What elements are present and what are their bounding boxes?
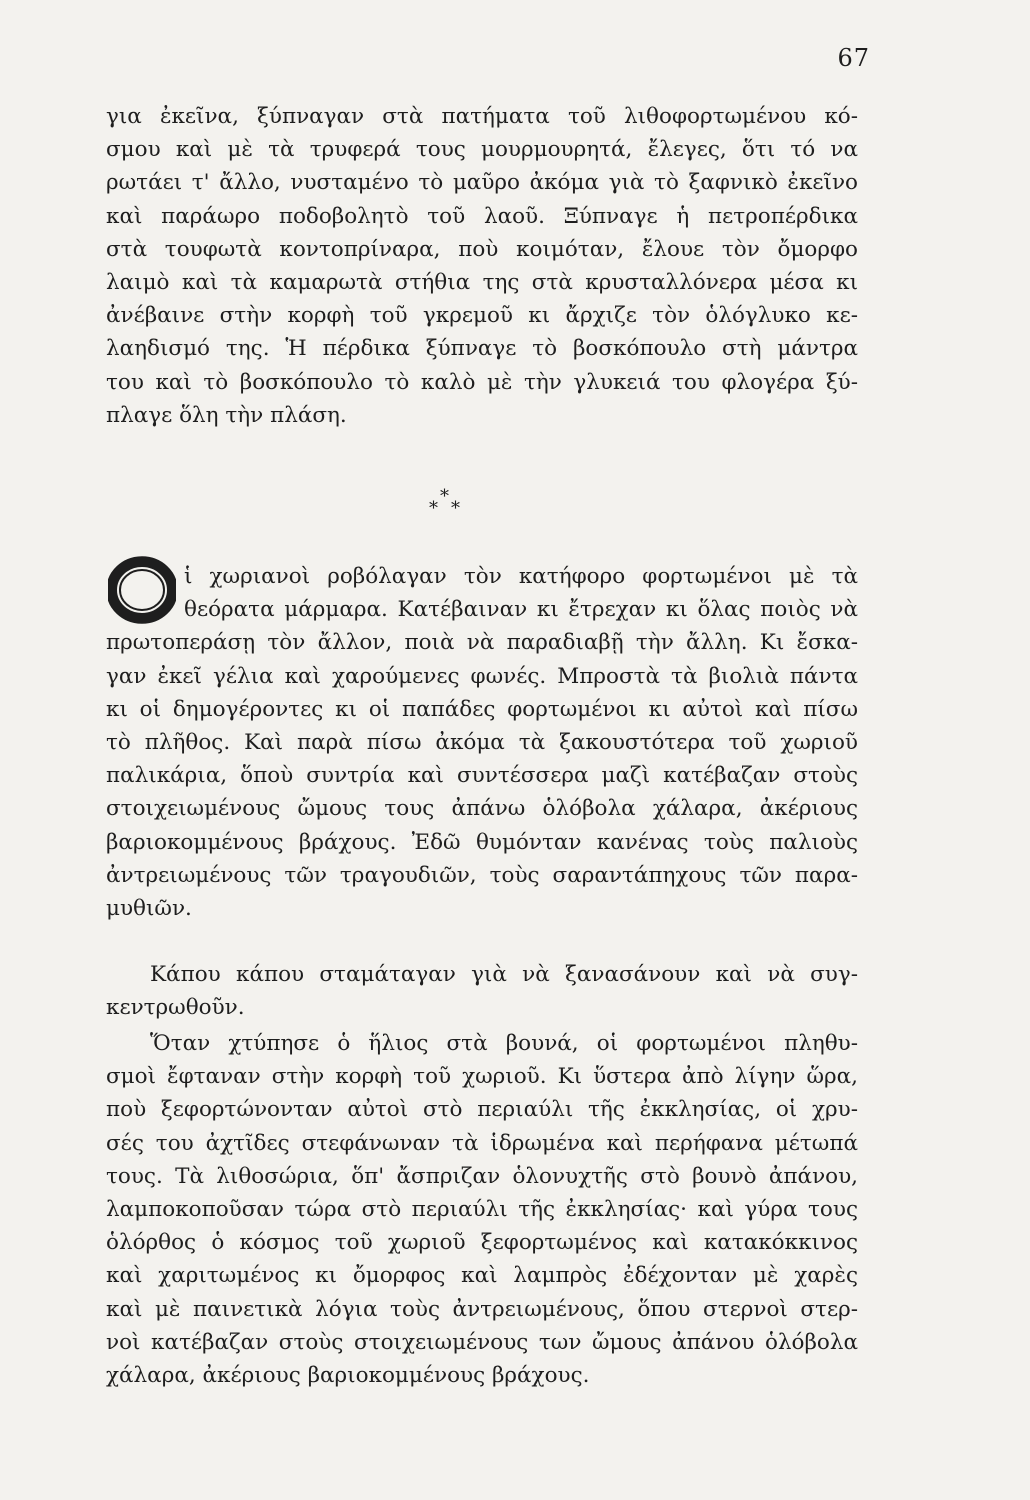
paragraph-3 (106, 958, 858, 1024)
asterisk: * (440, 486, 449, 507)
text-line: του καὶ τὸ βοσκόπουλο τὸ καλὸ μὲ τὴν γλυκειά του φλογέρα ξύ- (106, 369, 858, 395)
text-line: τους. Τὰ λιθοσώρια, ὅπ' ἄσπριζαν ὁλονυχτῆς στὸ βουνὸ ἀπάνου, (106, 1163, 858, 1189)
text-line: καὶ παράωρο ποδοβολητὸ τοῦ λαοῦ. Ξύπναγε ἡ πετροπέρδικα (106, 203, 858, 229)
text-line: γαν ἐκεῖ γέλια καὶ χαρούμενες φωνές. Μπροστὰ τὰ βιολιὰ πάντα (106, 663, 858, 689)
text-line: καὶ μὲ παινετικὰ λόγια τοὺς ἀντρειωμένους, ὅπου στερνοὶ στερ- (106, 1296, 858, 1322)
text-line: βαριοκομμένους βράχους. Ἐδῶ θυμόνταν κανένας τοὺς παλιοὺς (106, 829, 858, 855)
asterisk: * (451, 498, 460, 519)
text-line: για ἐκεῖνα, ξύπναγαν στὰ πατήματα τοῦ λιθοφορτωμένου κό- (106, 104, 858, 129)
text-line: πλαγε ὅλη τὴν πλάση. (106, 402, 347, 428)
text-line: ἀντρειωμένους τῶν τραγουδιῶν, τοὺς σαραντάπηχους τῶν παρα- (106, 862, 858, 888)
text-line: νοὶ κατέβαζαν στοὺς στοιχειωμένους των ὤμους ἀπάνου ὁλόβολα (106, 1329, 858, 1355)
text-line: ρωτάει τ' ἄλλο, νυσταμένο τὸ μαῦρο ἀκόμα γιὰ τὸ ξαφνικὸ ἐκεῖνο (106, 170, 858, 196)
text-line: χάλαρα, ἀκέριους βαριοκομμένους βράχους. (106, 1362, 590, 1388)
text-line: τὸ πλῆθος. Καὶ παρὰ πίσω ἀκόμα τὰ ξακουστότερα τοῦ χωριοῦ (106, 729, 858, 755)
paragraph-4 (106, 1027, 858, 1392)
text-line: παλικάρια, ὅποὺ συντρία καὶ συντέσσερα μαζὶ κατέβαζαν στοὺς (106, 763, 858, 789)
text-line: στοιχειωμένους ὤμους τους ἀπάνω ὁλόβολα χάλαρα, ἀκέριους (106, 796, 858, 822)
text-line: λαμποκοποῦσαν τώρα στὸ περιαύλι τῆς ἐκκλησίας· καὶ γύρα τους (106, 1196, 858, 1222)
dropcap-text: Ο (141, 596, 143, 597)
text-line: στὰ τουφωτὰ κοντοπρίναρα, ποὺ κοιμόταν, ἔλουε τὸν ὄμορφο (106, 236, 858, 262)
text-line: ἀνέβαινε στὴν κορφὴ τοῦ γκρεμοῦ κι ἄρχιζε τὸν ὁλόγλυκο κε- (106, 303, 858, 329)
text-line: θεόρατα μάρμαρα. Κατέβαιναν κι ἔτρεχαν κι ὅλας ποιὸς νὰ (184, 597, 858, 623)
text-line: Κάπου κάπου σταμάταγαν γιὰ νὰ ξανασάνουν καὶ νὰ συγ- (150, 962, 858, 987)
text-line: κι οἱ δημογέροντες κι οἱ παπάδες φορτωμένοι κι αὐτοὶ καὶ πίσω (106, 696, 858, 722)
text-line: σμου καὶ μὲ τὰ τρυφερά τους μουρμουρητά, ἔλεγες, ὅτι τό να (106, 137, 858, 163)
text-line: σμοὶ ἔφταναν στὴν κορφὴ τοῦ χωριοῦ. Κι ὕστερα ἀπὸ λίγην ὥρα, (106, 1064, 858, 1090)
text-line: ἱ χωριανοὶ ροβόλαγαν τὸν κατήφορο φορτωμένοι μὲ τὰ (184, 564, 858, 589)
paragraph-2 (106, 560, 858, 925)
text-line: μυθιῶν. (106, 895, 192, 921)
paragraph-1 (106, 100, 858, 432)
text-line: ποὺ ξεφορτώνονταν αὐτοὶ στὸ περιαύλι τῆς ἐκκλησίας, οἱ χρυ- (106, 1097, 858, 1123)
text-line: σές του ἀχτῖδες στεφάνωναν τὰ ἱδρωμένα καὶ περήφανα μέτωπά (106, 1130, 858, 1156)
text-line: λαιμὸ καὶ τὰ καμαρωτὰ στήθια της στὰ κρυσταλλόνερα μέσα κι (106, 269, 858, 295)
asterisk: * (429, 498, 438, 519)
section-separator-asterism (425, 488, 465, 528)
text-line: Ὅταν χτύπησε ὁ ἥλιος στὰ βουνά, οἱ φορτωμένοι πληθυ- (150, 1031, 858, 1056)
text-line: κεντρωθοῦν. (106, 995, 245, 1021)
text-line: καὶ χαριτωμένος κι ὄμορφος καὶ λαμπρὸς ἐδέχονταν μὲ χαρὲς (106, 1263, 858, 1289)
text-line: λαηδισμό της. Ἡ πέρδικα ξύπναγε τὸ βοσκόπουλο στὴ μάντρα (106, 336, 858, 362)
text-line: πρωτοπεράσῃ τὸν ἄλλον, ποιὰ νὰ παραδιαβῇ τὴν ἄλλη. Κι ἔσκα- (106, 630, 858, 656)
text-line: ὁλόρθος ὁ κόσμος τοῦ χωριοῦ ξεφορτωμένος καὶ κατακόκκινος (106, 1230, 858, 1256)
page-number: 67 (837, 44, 870, 72)
